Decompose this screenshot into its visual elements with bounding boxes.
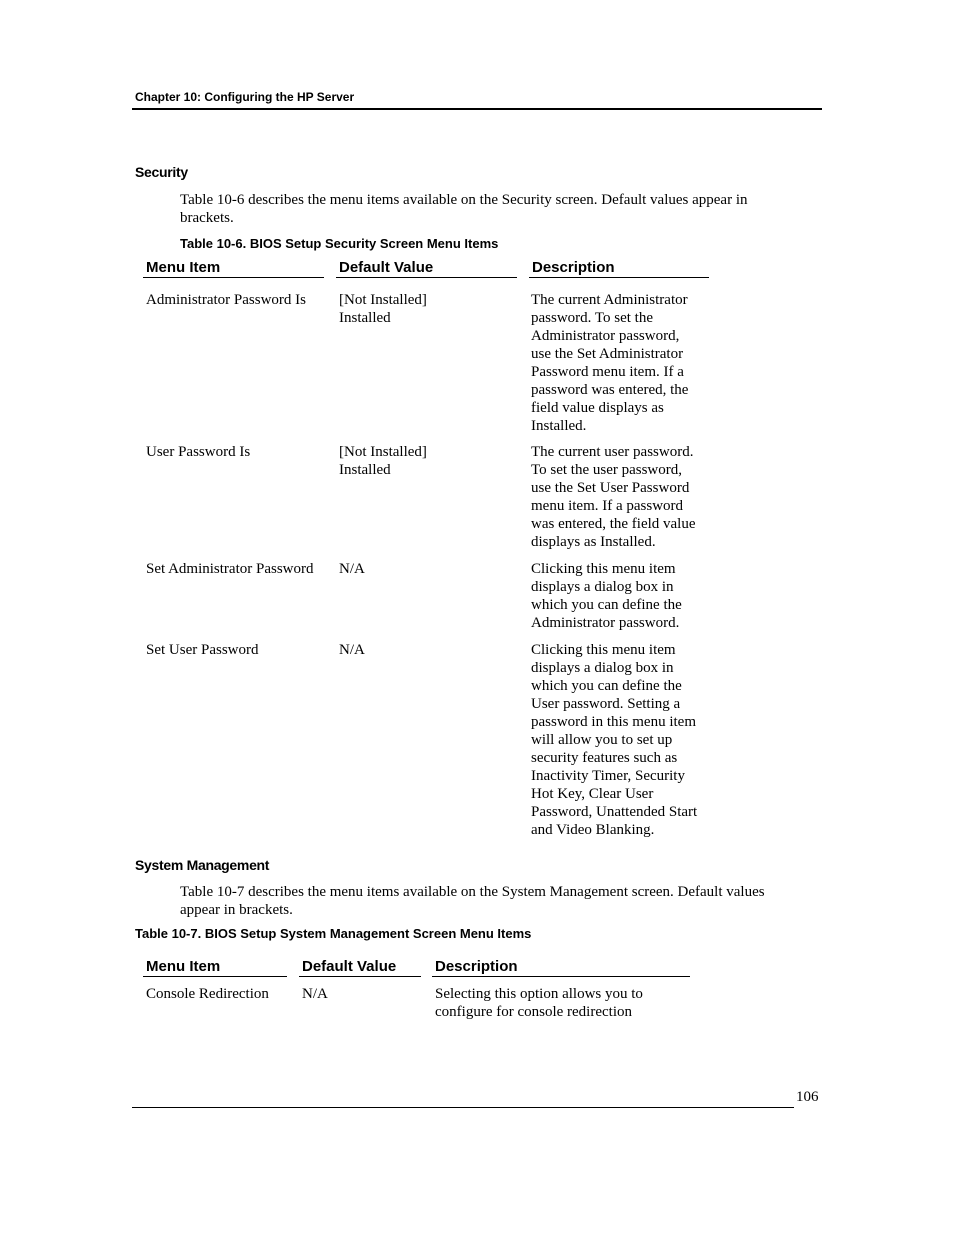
security-intro (180, 191, 748, 227)
security-col-header-description: Description (529, 259, 709, 278)
system-management-intro (180, 883, 765, 919)
table-row-item: Administrator Password Is (146, 292, 306, 308)
table-row-item: Set Administrator Password (146, 561, 314, 577)
system-management-intro-line-2: appear in brackets. (180, 902, 293, 918)
table-row-default: N/A (302, 986, 328, 1002)
security-col-header-item: Menu Item (143, 259, 324, 278)
security-intro-line-1: Table 10-6 describes the menu items available on the Security screen. Default values appear in (180, 192, 748, 208)
table-row-description: Clicking this menu item displays a dialog box in which you can define the User password. Setting a password in this menu item will allow you to set up security features such as Inactivity Timer, Security Hot Key, Clear User Password, Unattended Start and Video Blanking. (531, 642, 698, 838)
system-management-table-caption: Table 10-7. BIOS Setup System Management Screen Menu Items (135, 926, 532, 941)
table-row-default: N/A (339, 642, 365, 658)
table-row-description: The current user password. To set the user password, use the Set User Password menu item. If a password was entered, the field value displays as Installed. (531, 444, 696, 550)
sysmgmt-col-header-default: Default Value (299, 958, 421, 977)
table-row-item: Console Redirection (146, 986, 269, 1002)
table-row-default: [Not Installed] Installed (339, 292, 427, 326)
table-row-description: Selecting this option allows you to configure for console redirection (435, 986, 643, 1020)
sysmgmt-col-header-item: Menu Item (143, 958, 287, 977)
table-row-item: Set User Password (146, 642, 259, 658)
table-row-description: Clicking this menu item displays a dialog box in which you can define the Administrator password. (531, 561, 682, 631)
page-number: 106 (796, 1089, 819, 1105)
table-row-default: N/A (339, 561, 365, 577)
system-management-intro-line-1: Table 10-7 describes the menu items available on the System Management screen. Default values (180, 884, 765, 900)
header-rule (132, 108, 822, 110)
table-row-item: User Password Is (146, 444, 251, 460)
table-row-description: The current Administrator password. To set the Administrator password, use the Set Administrator Password menu item. If a password was entered, the field value displays as Installed. (531, 292, 689, 434)
chapter-header: Chapter 10: Configuring the HP Server (135, 90, 355, 104)
system-management-heading: System Management (135, 857, 270, 873)
security-table-caption: Table 10-6. BIOS Setup Security Screen Menu Items (180, 236, 499, 251)
footer-rule (132, 1107, 794, 1108)
table-row-default: [Not Installed] Installed (339, 444, 427, 478)
security-intro-line-2: brackets. (180, 210, 234, 226)
sysmgmt-col-header-description: Description (432, 958, 690, 977)
security-heading: Security (135, 164, 188, 180)
security-col-header-default: Default Value (336, 259, 517, 278)
